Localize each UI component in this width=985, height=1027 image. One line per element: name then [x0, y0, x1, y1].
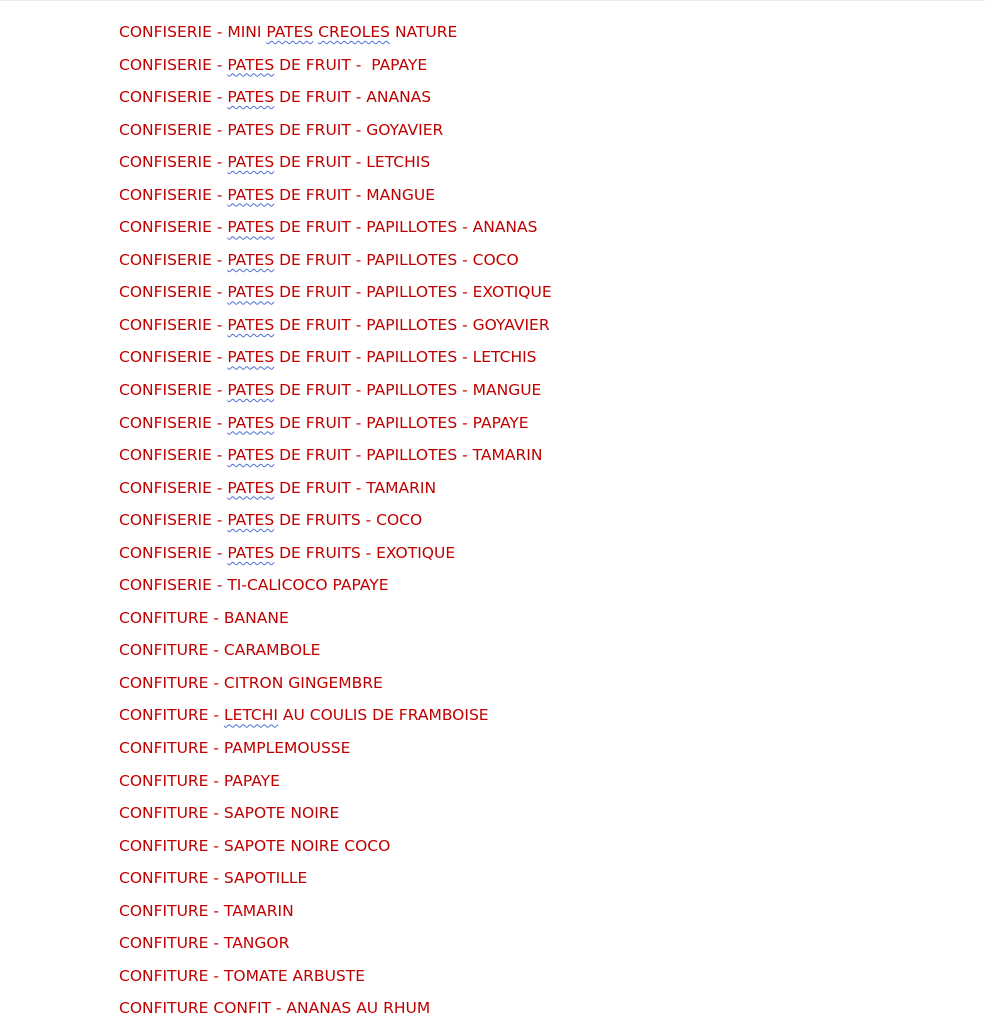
document-line[interactable]	[119, 343, 552, 376]
document-line[interactable]	[119, 799, 552, 832]
spellcheck-flagged-word: PATES	[227, 250, 275, 269]
line-text: DE FRUIT - PAPILLOTES - LETCHIS	[274, 348, 537, 367]
line-text: CONFITURE - CITRON GINGEMBRE	[119, 673, 383, 692]
document-line[interactable]	[119, 506, 552, 539]
line-text: DE FRUITS - COCO	[274, 511, 423, 530]
line-text: CONFITURE - CARAMBOLE	[119, 641, 321, 660]
document-line[interactable]	[119, 18, 552, 51]
line-text: CONFISERIE - TI-CALICOCO PAPAYE	[119, 576, 389, 595]
line-text: DE FRUIT - PAPILLOTES - MANGUE	[274, 381, 542, 400]
document-line[interactable]	[119, 539, 552, 572]
document-line[interactable]	[119, 376, 552, 409]
line-text: CONFISERIE -	[119, 478, 228, 497]
line-text: AU COULIS DE FRAMBOISE	[277, 706, 489, 725]
document-line[interactable]	[119, 311, 552, 344]
spellcheck-flagged-word: PATES	[227, 381, 275, 400]
document-line[interactable]	[119, 51, 552, 84]
document-line[interactable]	[119, 148, 552, 181]
line-text: CONFITURE - TANGOR	[119, 934, 290, 953]
line-text: CONFITURE - TOMATE ARBUSTE	[119, 966, 366, 985]
line-text: CONFISERIE -	[119, 185, 228, 204]
spellcheck-flagged-word: PATES	[227, 218, 275, 237]
document-line[interactable]	[119, 929, 552, 962]
spellcheck-flagged-word: CREOLES	[318, 23, 391, 41]
line-text: CONFITURE - BANANE	[119, 608, 289, 627]
line-text: CONFITURE - SAPOTE NOIRE COCO	[119, 836, 391, 855]
line-text: CONFISERIE -	[119, 315, 228, 334]
line-text: CONFISERIE -	[119, 413, 228, 432]
spellcheck-flagged-word: PATES	[227, 446, 275, 465]
line-text: DE FRUIT - PAPILLOTES - ANANAS	[274, 218, 538, 237]
document-line[interactable]	[119, 278, 552, 311]
line-text: CONFITURE -	[119, 706, 224, 725]
spellcheck-flagged-word: PATES	[227, 478, 275, 497]
document-line[interactable]	[119, 636, 552, 669]
line-text: DE FRUIT - PAPILLOTES - COCO	[274, 250, 519, 269]
document-line[interactable]	[119, 767, 552, 800]
line-text: CONFISERIE -	[119, 250, 228, 269]
spellcheck-flagged-word: PATES	[266, 23, 314, 41]
document-line[interactable]	[119, 994, 552, 1027]
line-text: CONFISERIE -	[119, 543, 228, 562]
line-text: DE FRUIT - MANGUE	[274, 185, 436, 204]
document-line[interactable]	[119, 213, 552, 246]
spellcheck-flagged-word: PATES	[227, 88, 275, 107]
spellcheck-flagged-word: PATES	[227, 511, 275, 530]
line-text: DE FRUIT - PAPILLOTES - TAMARIN	[274, 446, 543, 465]
product-list	[119, 18, 552, 1027]
line-text: DE FRUIT - PAPILLOTES - PAPAYE	[274, 413, 529, 432]
spellcheck-flagged-word: PATES	[227, 55, 275, 74]
line-text: CONFISERIE - MINI	[119, 23, 267, 41]
document-line[interactable]	[119, 897, 552, 930]
spellcheck-flagged-word: PATES	[227, 348, 275, 367]
line-text: DE FRUIT - PAPILLOTES - GOYAVIER	[274, 315, 550, 334]
spellcheck-flagged-word: LETCHI	[223, 706, 278, 725]
line-text: CONFISERIE - PATES DE FRUIT - GOYAVIER	[119, 120, 444, 139]
line-text: CONFITURE CONFIT - ANANAS AU RHUM	[119, 999, 431, 1018]
document-line[interactable]	[119, 669, 552, 702]
line-text: CONFISERIE -	[119, 446, 228, 465]
spellcheck-flagged-word: PATES	[227, 315, 275, 334]
document-line[interactable]	[119, 409, 552, 442]
document-line[interactable]	[119, 962, 552, 995]
line-text: CONFISERIE -	[119, 153, 228, 172]
document-line[interactable]	[119, 701, 552, 734]
line-text: CONFISERIE -	[119, 283, 228, 302]
spellcheck-flagged-word: PATES	[227, 543, 275, 562]
spellcheck-flagged-word: PATES	[227, 153, 275, 172]
line-text: DE FRUIT - LETCHIS	[274, 153, 431, 172]
document-line[interactable]	[119, 181, 552, 214]
page-top-edge	[0, 0, 985, 1]
line-text: CONFITURE - SAPOTILLE	[119, 869, 308, 888]
document-line[interactable]	[119, 604, 552, 637]
line-text: CONFITURE - TAMARIN	[119, 901, 294, 920]
line-text: DE FRUITS - EXOTIQUE	[274, 543, 456, 562]
spellcheck-flagged-word: PATES	[227, 185, 275, 204]
spellcheck-flagged-word: PATES	[227, 413, 275, 432]
document-line[interactable]	[119, 246, 552, 279]
line-text: CONFISERIE -	[119, 55, 228, 74]
document-line[interactable]	[119, 864, 552, 897]
document-line[interactable]	[119, 832, 552, 865]
line-text: CONFISERIE -	[119, 218, 228, 237]
document-line[interactable]	[119, 116, 552, 149]
document-line[interactable]	[119, 571, 552, 604]
line-text: CONFISERIE -	[119, 381, 228, 400]
line-text: NATURE	[390, 23, 458, 41]
line-text: CONFITURE - PAMPLEMOUSSE	[119, 739, 351, 758]
line-text: CONFITURE - SAPOTE NOIRE	[119, 804, 340, 823]
document-line[interactable]	[119, 474, 552, 507]
spellcheck-flagged-word: PATES	[227, 283, 275, 302]
document-line[interactable]	[119, 83, 552, 116]
line-text: CONFISERIE -	[119, 88, 228, 107]
document-line[interactable]	[119, 441, 552, 474]
line-text: DE FRUIT - PAPAYE	[274, 55, 428, 74]
line-text: DE FRUIT - PAPILLOTES - EXOTIQUE	[274, 283, 552, 302]
line-text: DE FRUIT - TAMARIN	[274, 478, 437, 497]
line-text: CONFISERIE -	[119, 348, 228, 367]
line-text: CONFISERIE -	[119, 511, 228, 530]
line-text: CONFITURE - PAPAYE	[119, 771, 280, 790]
document-line[interactable]	[119, 734, 552, 767]
line-text: DE FRUIT - ANANAS	[274, 88, 432, 107]
